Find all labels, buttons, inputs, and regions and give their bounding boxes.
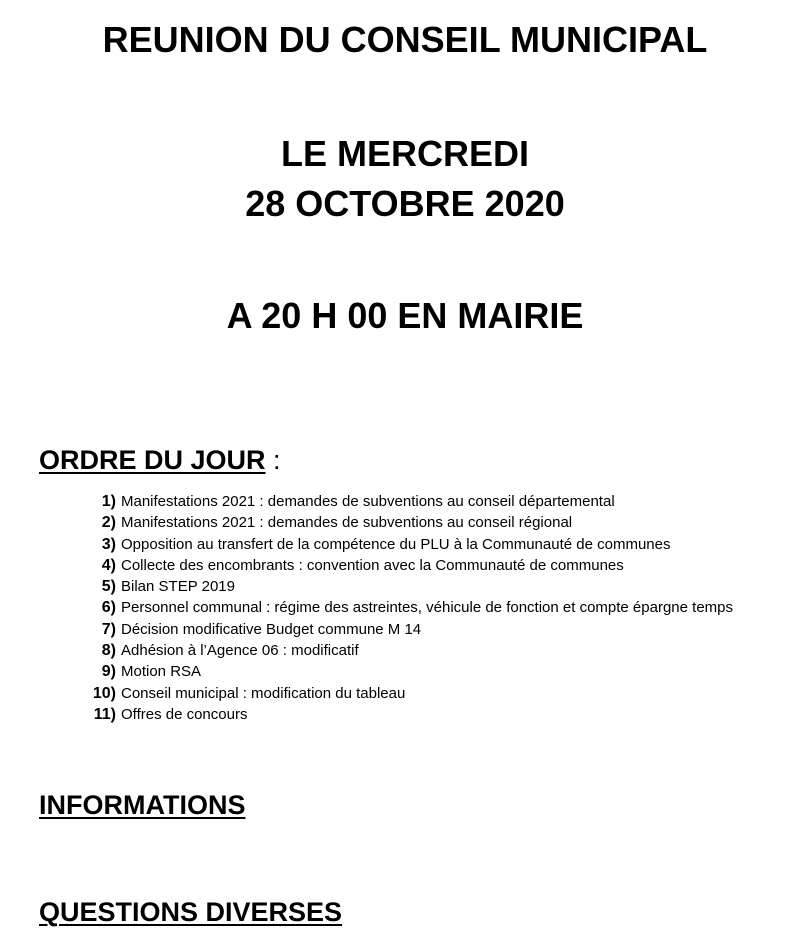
agenda-item-number: 5) bbox=[101, 578, 116, 596]
agenda-item bbox=[0, 640, 810, 661]
agenda-item bbox=[0, 576, 810, 597]
agenda-item-text: Décision modificative Budget commune M 14 bbox=[121, 620, 422, 638]
informations-label: INFORMATIONS bbox=[39, 790, 246, 820]
agenda-item-text: Opposition au transfert de la compétence du PLU à la Communauté de communes bbox=[121, 535, 671, 553]
ordre-du-jour-label: ORDRE DU JOUR bbox=[39, 445, 266, 475]
agenda-item-text: Bilan STEP 2019 bbox=[121, 578, 235, 596]
agenda-item-number: 6) bbox=[101, 599, 116, 617]
ordre-du-jour-heading bbox=[39, 445, 281, 475]
agenda-item-number: 1) bbox=[101, 493, 116, 510]
agenda-item-number: 2) bbox=[101, 514, 116, 532]
agenda-item-text: Manifestations 2021 : demandes de subventions au conseil départemental bbox=[121, 493, 615, 510]
ordre-du-jour-colon: : bbox=[265, 445, 281, 475]
agenda-item-text: Adhésion à l’Agence 06 : modificatif bbox=[121, 642, 359, 660]
meeting-title: REUNION DU CONSEIL MUNICIPAL bbox=[102, 19, 708, 60]
agenda-item-text: Manifestations 2021 : demandes de subventions au conseil régional bbox=[121, 514, 573, 532]
agenda-item bbox=[0, 597, 810, 618]
informations-heading bbox=[39, 790, 245, 820]
agenda-item-text: Collecte des encombrants : convention avec la Communauté de communes bbox=[121, 556, 624, 574]
agenda-item bbox=[0, 704, 810, 725]
questions-diverses-heading bbox=[39, 897, 342, 927]
agenda-item-text: Offres de concours bbox=[121, 705, 248, 723]
agenda-item-text: Personnel communal : régime des astreintes, véhicule de fonction et compte épargne temps bbox=[121, 599, 733, 617]
agenda-item-number: 11) bbox=[93, 705, 116, 723]
agenda-item bbox=[0, 512, 810, 533]
agenda-item bbox=[0, 555, 810, 576]
agenda-item bbox=[0, 534, 810, 555]
agenda-item-number: 9) bbox=[101, 663, 116, 681]
meeting-day: LE MERCREDI bbox=[280, 133, 529, 174]
questions-diverses-label: QUESTIONS DIVERSES bbox=[39, 897, 343, 927]
agenda-item bbox=[0, 661, 810, 682]
agenda-item-number: 10) bbox=[92, 684, 116, 702]
agenda-item bbox=[0, 491, 810, 512]
agenda-list bbox=[0, 491, 810, 725]
agenda-item-number: 8) bbox=[101, 642, 116, 660]
meeting-date: 28 OCTOBRE 2020 bbox=[245, 183, 565, 224]
agenda-item bbox=[0, 619, 810, 640]
agenda-item-number: 3) bbox=[101, 535, 116, 553]
meeting-time-place: A 20 H 00 EN MAIRIE bbox=[226, 295, 584, 336]
agenda-item-text: Conseil municipal : modification du tableau bbox=[121, 684, 406, 702]
agenda-item-number: 4) bbox=[101, 556, 116, 574]
agenda-item-text: Motion RSA bbox=[121, 663, 202, 681]
agenda-item bbox=[0, 683, 810, 704]
agenda-item-number: 7) bbox=[101, 620, 116, 638]
